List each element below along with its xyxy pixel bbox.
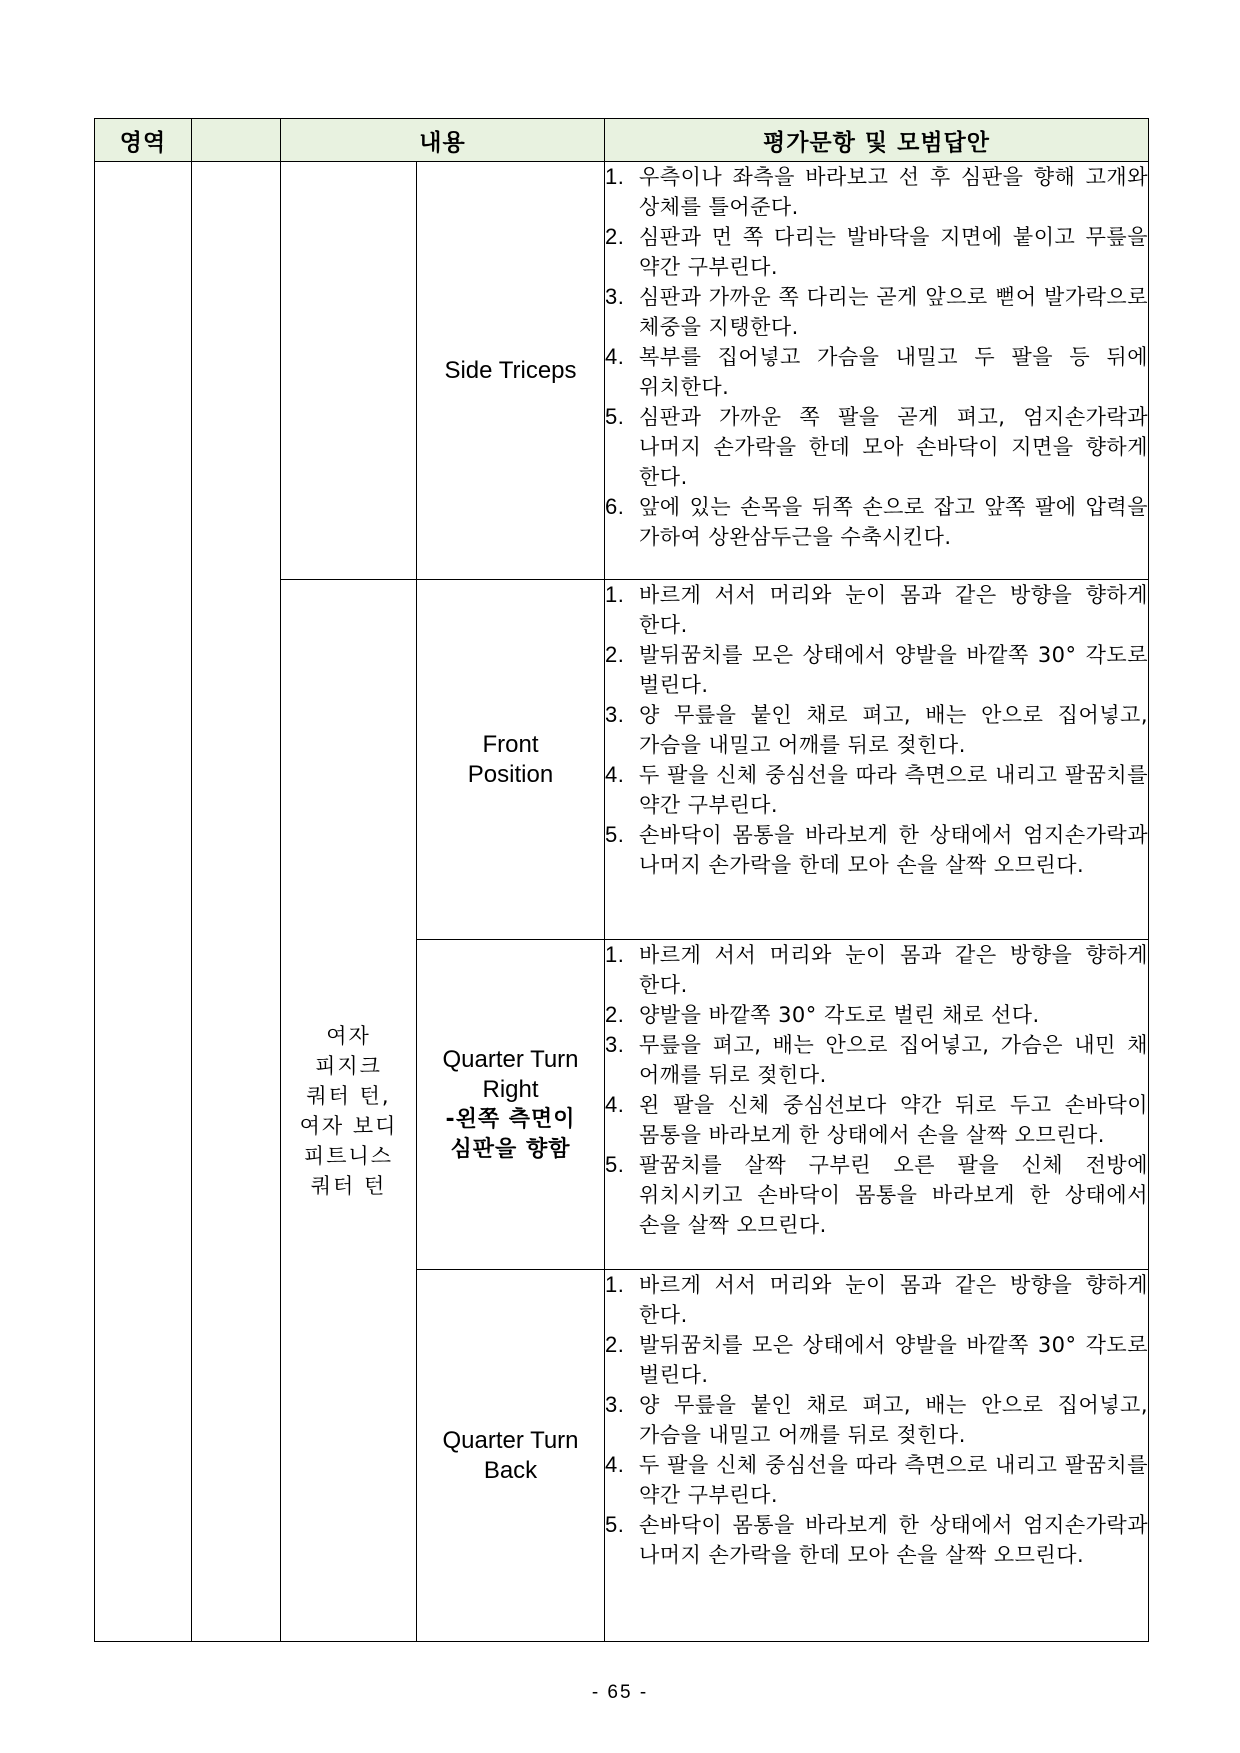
pose-name-quarter-turn-right: [417, 940, 605, 1270]
table-row: [95, 162, 1149, 580]
evaluation-table: [94, 118, 1149, 1642]
pose-name-side-triceps: [417, 162, 605, 580]
header-row: [95, 119, 1149, 162]
list-item: [605, 1000, 1148, 1030]
step-number: 1.: [605, 164, 625, 189]
pose-name-line: Front: [482, 730, 539, 758]
list-item: [605, 580, 1148, 640]
step-number: 4.: [605, 1452, 625, 1477]
answer-cell: [605, 1270, 1149, 1642]
answer-cell: [605, 162, 1149, 580]
header-area: 영역: [95, 119, 192, 162]
step-number: 3.: [605, 1032, 625, 1057]
list-item: [605, 492, 1148, 552]
step-number: 2.: [605, 1002, 625, 1027]
step-number: 3.: [605, 1392, 625, 1417]
step-text: 복부를 집어넣고 가슴을 내밀고 두 팔을 등 뒤에 위치한다.: [639, 345, 1148, 399]
step-number: 4.: [605, 344, 625, 369]
step-text: 손바닥이 몸통을 바라보게 한 상태에서 엄지손가락과 나머지 손가락을 한데 모아 손을 살짝 오므린다.: [639, 823, 1148, 877]
pose-name-line: Quarter Turn: [442, 1045, 579, 1073]
step-text: 양 무릎을 붙인 채로 펴고, 배는 안으로 집어넣고, 가슴을 내밀고 어깨를 뒤로 젖힌다.: [639, 1393, 1148, 1447]
list-item: [605, 700, 1148, 760]
step-number: 5.: [605, 404, 625, 429]
header-content: 내용: [281, 119, 605, 162]
answer-cell: [605, 940, 1149, 1270]
step-text: 양 무릎을 붙인 채로 펴고, 배는 안으로 집어넣고, 가슴을 내밀고 어깨를 뒤로 젖힌다.: [639, 703, 1148, 757]
list-item: [605, 402, 1148, 492]
pose-name-front-position: [417, 580, 605, 940]
category-cell: [281, 580, 417, 1642]
list-item: [605, 820, 1148, 880]
pose-note-line: -왼쪽 측면이: [445, 1106, 576, 1132]
step-text: 팔꿈치를 살짝 구부린 오른 팔을 신체 전방에 위치시키고 손바닥이 몸통을 바라보게 한 상태에서 손을 살짝 오므린다.: [639, 1153, 1148, 1237]
step-text: 왼 팔을 신체 중심선보다 약간 뒤로 두고 손바닥이 몸통을 바라보게 한 상태에서 손을 살짝 오므린다.: [639, 1093, 1148, 1147]
list-item: [605, 282, 1148, 342]
category-line: 쿼터 턴: [310, 1173, 387, 1198]
step-number: 3.: [605, 702, 625, 727]
pose-name-line: Back: [483, 1456, 538, 1484]
step-text: 심판과 가까운 쪽 다리는 곧게 앞으로 뻗어 발가락으로 체중을 지탱한다.: [639, 285, 1148, 339]
list-item: [605, 1150, 1148, 1240]
list-item: [605, 1390, 1148, 1450]
category-line: 피지크: [315, 1053, 382, 1078]
pose-name-line: Side Triceps: [444, 356, 577, 384]
step-number: 1.: [605, 582, 625, 607]
step-number: 4.: [605, 1092, 625, 1117]
step-text: 우측이나 좌측을 바라보고 선 후 심판을 향해 고개와 상체를 틀어준다.: [639, 165, 1148, 219]
pose-note-line: 심판을 향함: [450, 1136, 571, 1162]
step-text: 발뒤꿈치를 모은 상태에서 양발을 바깥쪽 30° 각도로 벌린다.: [639, 1333, 1148, 1387]
list-item: [605, 1510, 1148, 1570]
category-line: 여자: [326, 1023, 371, 1048]
step-number: 1.: [605, 1272, 625, 1297]
step-number: 2.: [605, 642, 625, 667]
step-number: 5.: [605, 1152, 625, 1177]
header-questions: 평가문항 및 모범답안: [605, 119, 1149, 162]
category-line: 쿼터 턴,: [306, 1083, 391, 1108]
list-item: [605, 1030, 1148, 1090]
list-item: [605, 222, 1148, 282]
step-number: 5.: [605, 822, 625, 847]
step-text: 앞에 있는 손목을 뒤쪽 손으로 잡고 앞쪽 팔에 압력을 가하여 상완삼두근을 수축시킨다.: [639, 495, 1148, 549]
pose-name-line: Right: [482, 1075, 539, 1103]
step-number: 5.: [605, 1512, 625, 1537]
step-number: 6.: [605, 494, 625, 519]
step-text: 양발을 바깥쪽 30° 각도로 벌린 채로 선다.: [639, 1003, 1040, 1027]
pose-name-line: Position: [467, 760, 554, 788]
blank-cell: [192, 162, 281, 1642]
list-item: [605, 1090, 1148, 1150]
category-line: 여자 보디: [299, 1113, 398, 1138]
category-line: 피트니스: [303, 1143, 394, 1168]
list-item: [605, 1450, 1148, 1510]
step-number: 2.: [605, 224, 625, 249]
step-number: 1.: [605, 942, 625, 967]
list-item: [605, 940, 1148, 1000]
answer-cell: [605, 580, 1149, 940]
step-text: 두 팔을 신체 중심선을 따라 측면으로 내리고 팔꿈치를 약간 구부린다.: [639, 763, 1148, 817]
step-text: 바르게 서서 머리와 눈이 몸과 같은 방향을 향하게 한다.: [639, 583, 1148, 637]
step-text: 손바닥이 몸통을 바라보게 한 상태에서 엄지손가락과 나머지 손가락을 한데 모아 손을 살짝 오므린다.: [639, 1513, 1148, 1567]
step-number: 2.: [605, 1332, 625, 1357]
header-blank: [192, 119, 281, 162]
step-number: 4.: [605, 762, 625, 787]
list-item: [605, 760, 1148, 820]
list-item: [605, 1270, 1148, 1330]
list-item: [605, 162, 1148, 222]
list-item: [605, 640, 1148, 700]
step-text: 무릎을 펴고, 배는 안으로 집어넣고, 가슴은 내민 채 어깨를 뒤로 젖힌다.: [639, 1033, 1148, 1087]
pose-name-line: Quarter Turn: [442, 1426, 579, 1454]
step-number: 3.: [605, 284, 625, 309]
area-cell: [95, 162, 192, 1642]
step-text: 바르게 서서 머리와 눈이 몸과 같은 방향을 향하게 한다.: [639, 1273, 1148, 1327]
pose-name-quarter-turn-back: [417, 1270, 605, 1642]
step-text: 심판과 가까운 쪽 팔을 곧게 펴고, 엄지손가락과 나머지 손가락을 한데 모아 손바닥이 지면을 향하게 한다.: [639, 405, 1148, 489]
list-item: [605, 1330, 1148, 1390]
step-text: 발뒤꿈치를 모은 상태에서 양발을 바깥쪽 30° 각도로 벌린다.: [639, 643, 1148, 697]
page-number: - 65 -: [591, 1682, 649, 1703]
content-cell-top: [281, 162, 417, 580]
step-text: 바르게 서서 머리와 눈이 몸과 같은 방향을 향하게 한다.: [639, 943, 1148, 997]
step-text: 심판과 먼 쪽 다리는 발바닥을 지면에 붙이고 무릎을 약간 구부린다.: [639, 225, 1148, 279]
step-text: 두 팔을 신체 중심선을 따라 측면으로 내리고 팔꿈치를 약간 구부린다.: [639, 1453, 1148, 1507]
list-item: [605, 342, 1148, 402]
